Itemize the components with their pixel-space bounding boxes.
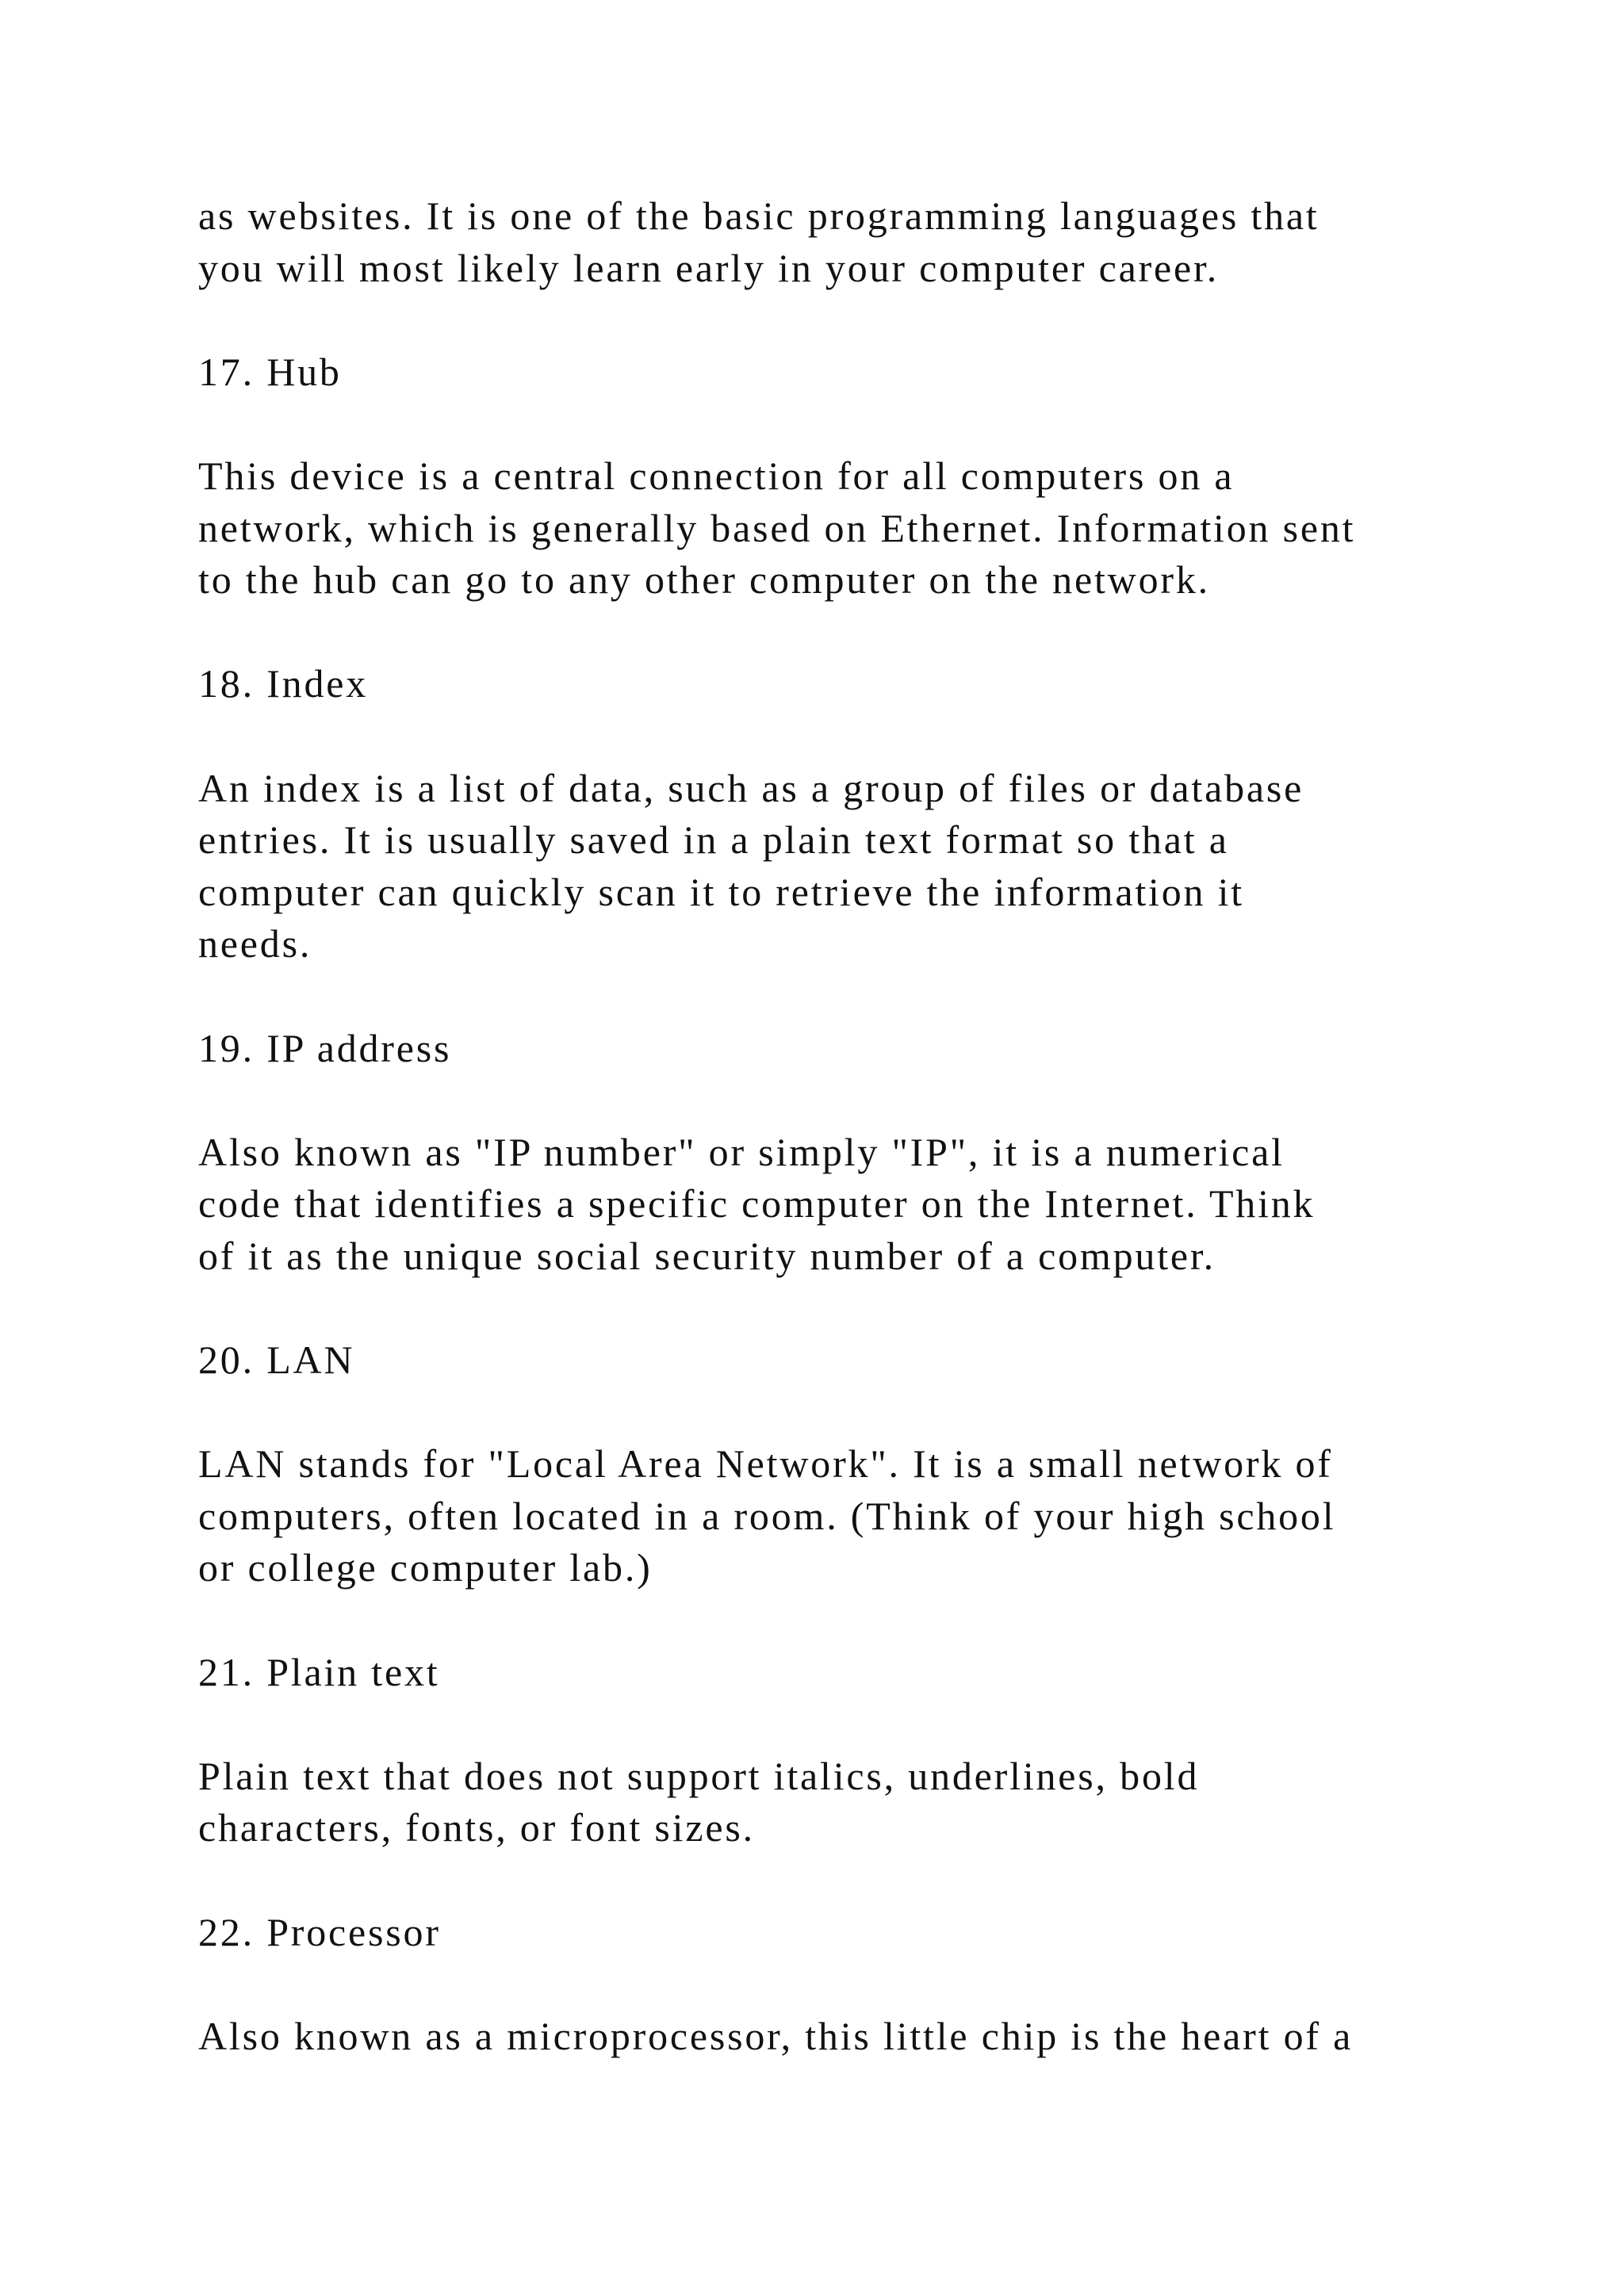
paragraph-gap xyxy=(198,398,1515,450)
text-line: network, which is generally based on Ethernet. Information sent xyxy=(198,505,1356,550)
text-line: needs. xyxy=(198,921,312,966)
text-line: Also known as "IP number" or simply "IP", it is a numerical xyxy=(198,1129,1285,1174)
paragraph-gap xyxy=(198,1958,1515,2011)
text-line: computers, often located in a room. (Think of your high school xyxy=(198,1493,1336,1538)
paragraph-gap xyxy=(198,970,1515,1023)
paragraph-gap xyxy=(198,1074,1515,1127)
term-heading-lan xyxy=(198,1334,1515,1387)
paragraph-ip-address-definition xyxy=(198,1127,1515,1283)
text-line: An index is a list of data, such as a group of files or database xyxy=(198,765,1304,810)
text-line: code that identifies a specific computer on the Internet. Think xyxy=(198,1181,1316,1226)
term-heading-processor xyxy=(198,1907,1515,1959)
paragraph-plain-text-definition xyxy=(198,1751,1515,1854)
paragraph-lan-definition xyxy=(198,1438,1515,1594)
term-heading-hub xyxy=(198,346,1515,399)
term-heading-plain-text xyxy=(198,1647,1515,1699)
heading-line: 18. Index xyxy=(198,661,369,706)
term-heading-ip-address xyxy=(198,1023,1515,1075)
term-heading-index xyxy=(198,658,1515,710)
text-line: computer can quickly scan it to retrieve the information it xyxy=(198,869,1244,914)
document-body xyxy=(198,190,1515,2062)
heading-line: 22. Processor xyxy=(198,1909,441,1954)
paragraph-gap xyxy=(198,1594,1515,1647)
text-line: or college computer lab.) xyxy=(198,1545,653,1590)
text-line: characters, fonts, or font sizes. xyxy=(198,1805,755,1850)
text-line: LAN stands for "Local Area Network". It is a small network of xyxy=(198,1441,1333,1487)
text-line: you will most likely learn early in your computer career. xyxy=(198,245,1220,290)
text-line: This device is a central connection for all computers on a xyxy=(198,453,1235,498)
paragraph-gap xyxy=(198,1698,1515,1751)
text-line: Also known as a microprocessor, this little chip is the heart of a xyxy=(198,2013,1354,2058)
heading-line: 20. LAN xyxy=(198,1337,355,1383)
paragraph-processor-definition xyxy=(198,2011,1515,2063)
paragraph-gap xyxy=(198,1387,1515,1439)
text-line: to the hub can go to any other computer on the network. xyxy=(198,557,1210,603)
paragraph-gap xyxy=(198,294,1515,346)
paragraph-gap xyxy=(198,607,1515,659)
text-line: of it as the unique social security number of a computer. xyxy=(198,1233,1216,1278)
text-line: Plain text that does not support italics, underlines, bold xyxy=(198,1753,1200,1798)
paragraph-hub-definition xyxy=(198,450,1515,607)
heading-line: 21. Plain text xyxy=(198,1649,440,1694)
text-line: entries. It is usually saved in a plain text format so that a xyxy=(198,817,1229,863)
paragraph-index-definition xyxy=(198,763,1515,970)
heading-line: 17. Hub xyxy=(198,349,342,394)
text-line: as websites. It is one of the basic programming languages that xyxy=(198,193,1320,238)
paragraph-html-continuation xyxy=(198,190,1515,294)
paragraph-gap xyxy=(198,1282,1515,1334)
paragraph-gap xyxy=(198,710,1515,763)
heading-line: 19. IP address xyxy=(198,1025,452,1070)
paragraph-gap xyxy=(198,1854,1515,1907)
